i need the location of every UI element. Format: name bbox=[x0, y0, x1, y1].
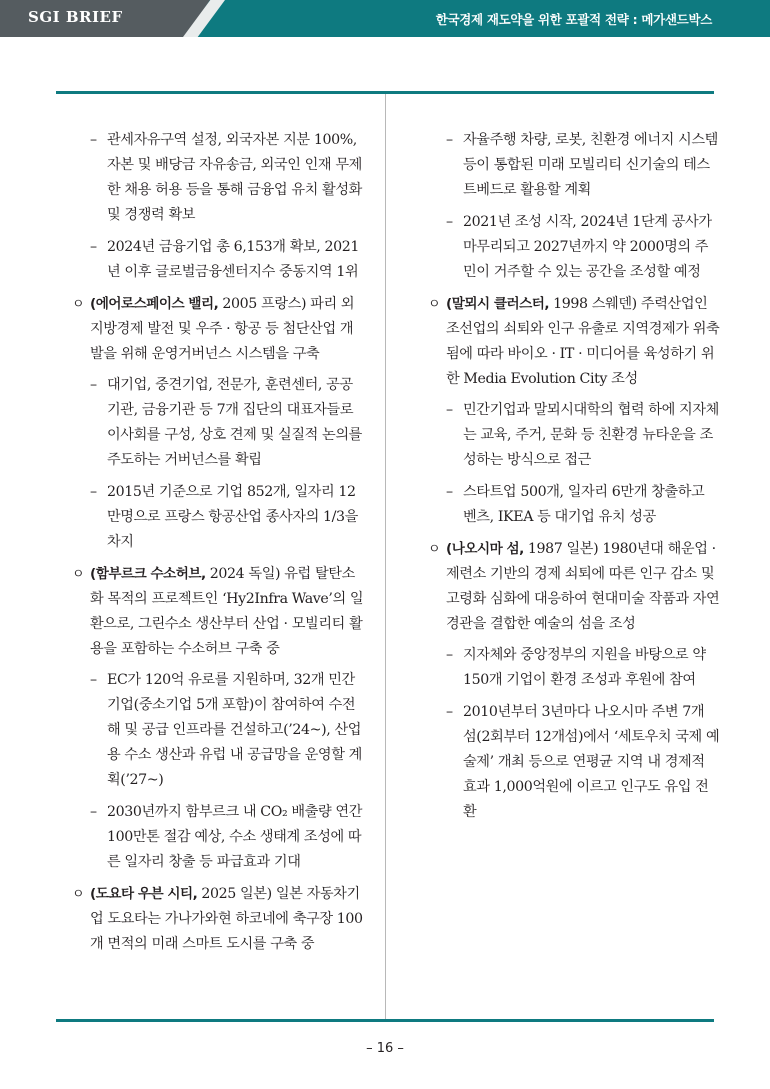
document-title: 한국경제 재도약을 위한 포괄적 전략 : 메가샌드박스 bbox=[435, 12, 712, 27]
sub-item: – 2024년 금융기업 총 6,153개 확보, 2021년 이후 글로벌금융센터지수 중동지역 1위 bbox=[74, 235, 366, 285]
page-header bbox=[0, 0, 770, 37]
bullet-heading: (에어로스페이스 밸리, bbox=[90, 296, 219, 312]
page-number: – 16 – bbox=[366, 1041, 404, 1056]
sub-item: – EC가 120억 유로를 지원하며, 32개 민간기업(중소기업 5개 포함)이 참여하여 수전해 및 공급 인프라를 건설하고(’24~), 산업용 수소 생산과 유럽 내 공급망을 운영할 계획(’27~) bbox=[74, 668, 366, 793]
bullet-naoshima-island bbox=[430, 537, 720, 637]
bullet-text: 2005 프랑스) 파리 외 지방경제 발전 및 우주 · 항공 등 첨단산업 개발을 위해 운영거버넌스 시스템을 구축 bbox=[90, 296, 355, 362]
bullet-hamburg-hydrogen-hub bbox=[74, 562, 366, 662]
sub-item: – 자율주행 차량, 로봇, 친환경 에너지 시스템 등이 통합된 미래 모빌리티 신기술의 테스트베드로 활용할 계획 bbox=[430, 128, 720, 203]
bullet-aerospace-valley bbox=[74, 292, 366, 367]
sub-item: – 2030년까지 함부르크 내 CO₂ 배출량 연간 100만톤 절감 예상, 수소 생태계 조성에 따른 일자리 창출 등 파급효과 기대 bbox=[74, 800, 366, 875]
sub-item: – 관세자유구역 설정, 외국자본 지분 100%, 자본 및 배당금 자유송금, 외국인 인재 무제한 채용 허용 등을 통해 금융업 유치 활성화 및 경쟁력 확보 bbox=[74, 128, 366, 228]
sub-item: – 2015년 기준으로 기업 852개, 일자리 12만명으로 프랑스 항공산업 종사자의 1/3을 차지 bbox=[74, 480, 366, 555]
bullet-heading: (말뫼시 클러스터, bbox=[446, 296, 550, 312]
sub-item: – 스타트업 500개, 일자리 6만개 창출하고 벤츠, IKEA 등 대기업 유치 성공 bbox=[430, 480, 720, 530]
right-column bbox=[430, 128, 720, 832]
sub-item: – 2021년 조성 시작, 2024년 1단계 공사가 마무리되고 2027년까지 약 2000명의 주민이 거주할 수 있는 공간을 조성할 예정 bbox=[430, 210, 720, 285]
bullet-heading: (도요타 우븐 시티, bbox=[90, 886, 198, 902]
bullet-text: 2024 독일) 유럽 탈탄소화 목적의 프로젝트인 ‘Hy2Infra Wave’의 일환으로, 그린수소 생산부터 산업 · 모빌리티 활용을 포함하는 수소허브 구축 중 bbox=[90, 566, 364, 657]
bullet-text: 1987 일본) 1980년대 해운업 · 제련소 기반의 경제 쇠퇴에 따른 인구 감소 및 고령화 심화에 대응하여 현대미술 작품과 자연 경관을 결합한 예술의 섬을 조성 bbox=[446, 541, 720, 632]
sub-item: – 2010년부터 3년마다 나오시마 주변 7개 섬(2회부터 12개섬)에서 ‘세토우치 국제 예술제’ 개최 등으로 연평균 지역 내 경제적 효과 1,000억원에 이르고 인구도 유입 전환 bbox=[430, 700, 720, 825]
sub-item: – 민간기업과 말뫼시대학의 협력 하에 지자체는 교육, 주거, 문화 등 친환경 뉴타운을 조성하는 방식으로 접근 bbox=[430, 398, 720, 473]
bullet-text: 2025 일본) 일본 자동차기업 도요타는 가나가와현 하코네에 축구장 100개 면적의 미래 스마트 도시를 구축 중 bbox=[90, 886, 363, 952]
bullet-heading: (나오시마 섬, bbox=[446, 541, 524, 557]
bullet-text: 1998 스웨덴) 주력산업인 조선업의 쇠퇴와 인구 유출로 지역경제가 위축됨에 따라 바이오 · IT · 미디어를 육성하기 위한 Media Evolution City 조성 bbox=[446, 296, 720, 387]
column-divider bbox=[385, 94, 386, 1019]
left-column bbox=[74, 128, 366, 963]
bullet-malmo-cluster bbox=[430, 292, 720, 392]
bottom-rule bbox=[56, 1019, 714, 1022]
sub-item: – 지자체와 중앙정부의 지원을 바탕으로 약 150개 기업이 환경 조성과 후원에 참여 bbox=[430, 643, 720, 693]
brand-title: SGI BRIEF bbox=[28, 8, 123, 26]
bullet-toyota-woven-city bbox=[74, 882, 366, 957]
sub-item: – 대기업, 중견기업, 전문가, 훈련센터, 공공기관, 금융기관 등 7개 집단의 대표자들로 이사회를 구성, 상호 견제 및 실질적 논의를 주도하는 거버넌스를 확립 bbox=[74, 373, 366, 473]
bullet-heading: (함부르크 수소허브, bbox=[90, 566, 206, 582]
